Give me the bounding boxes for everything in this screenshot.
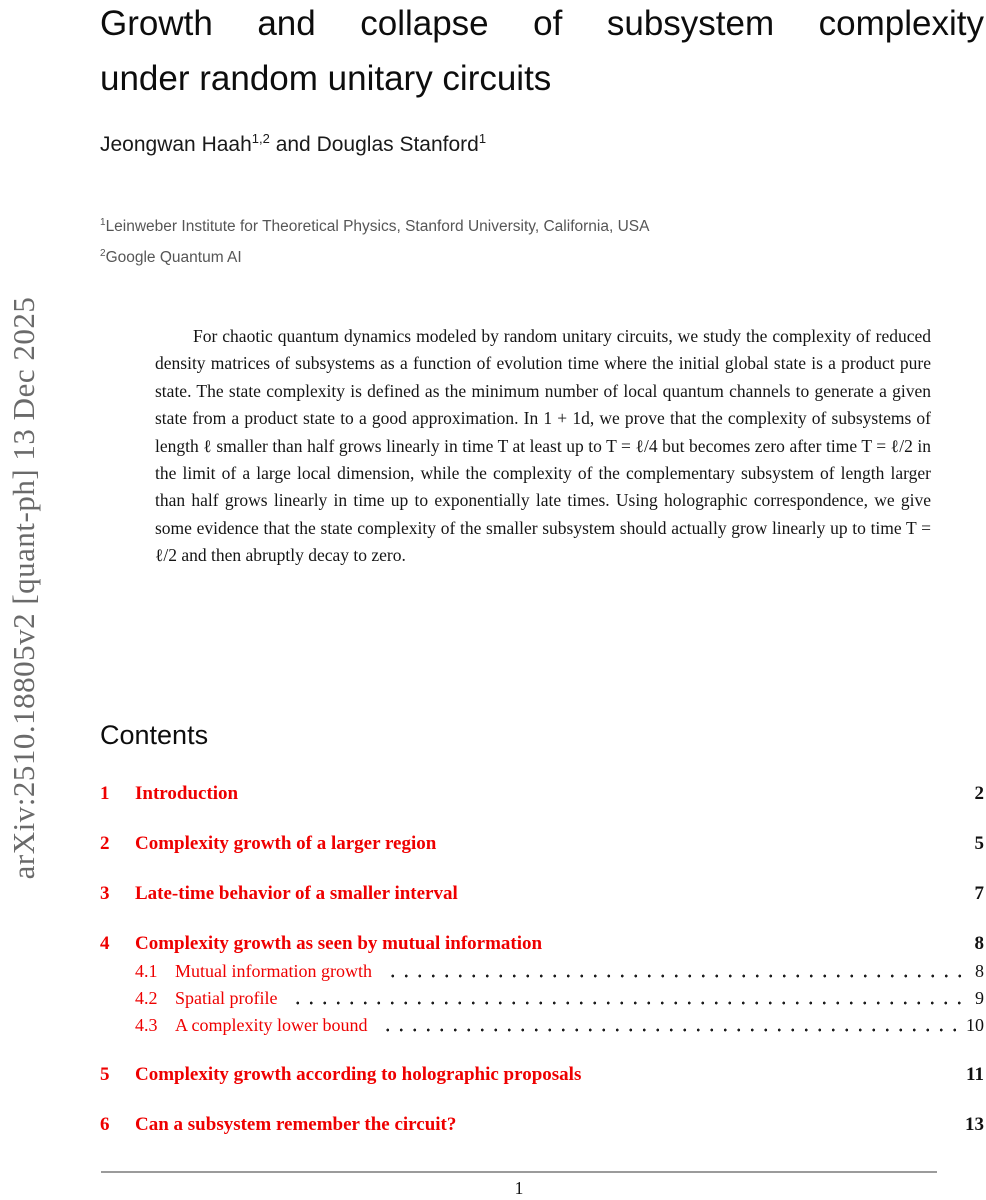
- toc-entry-title: Late-time behavior of a smaller interval: [135, 883, 458, 904]
- affiliation-item: [100, 209, 649, 240]
- toc-entry-number: 1: [100, 783, 110, 804]
- toc-entry-section-2[interactable]: [100, 833, 984, 855]
- toc-dot-leader: [291, 1000, 965, 1006]
- toc-dot-leader: [381, 1027, 956, 1033]
- paper-title-line2: under random unitary circuits: [100, 59, 552, 98]
- author-affil-marker-1: 1,2: [251, 131, 270, 146]
- toc-entry-title: Spatial profile: [175, 988, 278, 1008]
- paper-content: [100, 0, 984, 1200]
- affiliation-text: Google Quantum AI: [105, 249, 242, 267]
- toc-entry-section-6[interactable]: [100, 1114, 984, 1136]
- toc-entry-number: 2: [100, 833, 110, 854]
- paper-title-line1: Growth and collapse of subsystem complexity: [100, 4, 984, 43]
- toc-entry-title: A complexity lower bound: [175, 1015, 368, 1035]
- author-affil-marker-2: 1: [478, 131, 487, 146]
- affiliation-marker: 1: [100, 217, 106, 228]
- toc-entry-page: 8: [975, 961, 984, 981]
- author-name-2: Douglas Stanford: [316, 133, 479, 156]
- toc-entry-section-4[interactable]: [100, 933, 984, 955]
- affiliation-text: Leinweber Institute for Theoretical Physics, Stanford University, California, USA: [105, 218, 650, 236]
- toc-entry-page: 2: [974, 783, 984, 804]
- affiliation-list: [100, 209, 649, 271]
- toc-entry-page: 11: [966, 1064, 984, 1085]
- author-line: [100, 131, 486, 157]
- toc-entry-title: Complexity growth of a larger region: [135, 833, 437, 854]
- toc-entry-page: 10: [966, 1015, 984, 1035]
- toc-dot-leader: [386, 973, 965, 979]
- toc-entry-page: 5: [974, 833, 984, 854]
- toc-entry-subsection-4-3[interactable]: [100, 1015, 984, 1036]
- toc-entry-number: 4.3: [135, 1015, 158, 1035]
- abstract-block: [155, 323, 931, 570]
- toc-entry-number: 3: [100, 883, 110, 904]
- abstract-text: For chaotic quantum dynamics modeled by random unitary circuits, we study the complexity of reduced density matrices of subsystems as a function of evolution time where the initial global state is a product pure state. The state complexity is defined as the minimum number of local quantum channels to generate a given state from a product state to a good approximation. In 1 + 1d, we prove that the complexity of subsystems of length ℓ smaller than half grows linearly in time T at least up to T = ℓ/4 but becomes zero after time T = ℓ/2 in the limit of a large local dimension, while the complexity of the complementary subsystem of length larger than half grows linearly in time up to exponentially late times. Using holographic correspondence, we give some evidence that the state complexity of the smaller subsystem should actually grow linearly up to time T = ℓ/2 and then abruptly decay to zero.: [155, 326, 931, 566]
- toc-entry-title: Mutual information growth: [175, 961, 372, 981]
- paper-title: [100, 0, 984, 106]
- toc-entry-number: 6: [100, 1114, 110, 1135]
- toc-entry-title: Complexity growth according to holographic proposals: [135, 1064, 582, 1085]
- toc-entry-title: Complexity growth as seen by mutual information: [135, 933, 543, 954]
- arxiv-watermark: arXiv:2510.18805v2 [quant-ph] 13 Dec 2025: [6, 296, 41, 880]
- contents-heading: Contents: [100, 720, 209, 750]
- toc-entry-number: 4: [100, 933, 110, 954]
- page-number: 1: [514, 1178, 524, 1198]
- toc-entry-number: 4.1: [135, 961, 158, 981]
- toc-entry-subsection-4-2[interactable]: [100, 988, 984, 1009]
- toc-entry-section-3[interactable]: [100, 883, 984, 905]
- table-of-contents: [100, 783, 984, 1136]
- toc-entry-number: 5: [100, 1064, 110, 1085]
- toc-entry-title: Can a subsystem remember the circuit?: [135, 1114, 457, 1135]
- toc-entry-title: Introduction: [135, 783, 239, 804]
- toc-entry-section-1[interactable]: [100, 783, 984, 805]
- toc-entry-number: 4.2: [135, 988, 158, 1008]
- toc-entry-subsection-4-1[interactable]: [100, 961, 984, 982]
- author-name-1: Jeongwan Haah: [100, 133, 252, 156]
- toc-entry-page: 13: [965, 1114, 984, 1135]
- toc-entry-page: 8: [974, 933, 984, 954]
- toc-entry-page: 9: [975, 988, 984, 1008]
- footer-rule: [101, 1171, 937, 1173]
- affiliation-marker: 2: [100, 248, 106, 260]
- toc-entry-section-5[interactable]: [100, 1064, 984, 1086]
- author-joiner: and: [269, 133, 317, 156]
- toc-entry-page: 7: [974, 883, 984, 904]
- affiliation-item: [100, 240, 649, 271]
